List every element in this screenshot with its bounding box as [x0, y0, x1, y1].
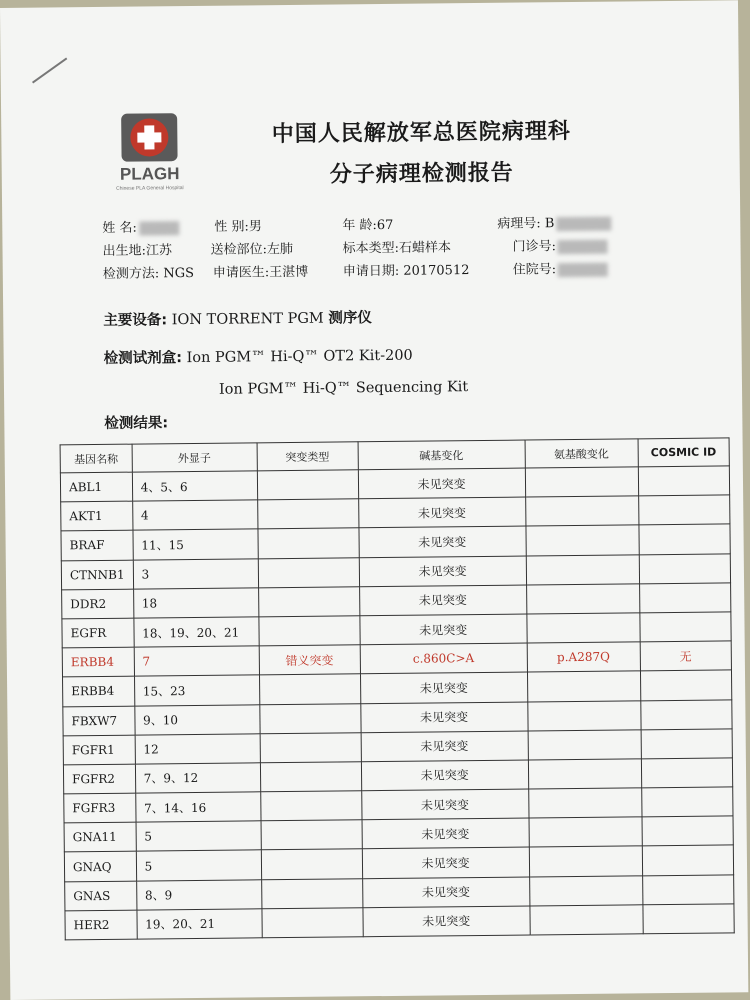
clinic-no-field: 门诊号: — [512, 235, 608, 255]
exon-cell: 4 — [132, 500, 257, 530]
type-cell — [257, 499, 358, 529]
header-cosmic: COSMIC ID — [638, 438, 730, 467]
gene-cell: DDR2 — [62, 589, 134, 619]
exon-cell: 18、19、20、21 — [134, 617, 259, 647]
type-cell — [261, 849, 362, 879]
type-cell — [259, 703, 360, 733]
aa-cell — [528, 788, 641, 818]
base-cell: 未见突变 — [362, 818, 529, 849]
exon-cell: 7、9、12 — [135, 763, 260, 793]
equipment-line: 主要设备: ION TORRENT PGM 测序仪 — [103, 310, 372, 329]
site-field: 送检部位:左肺 — [210, 241, 294, 258]
aa-cell — [527, 700, 640, 730]
cosmic-cell — [643, 904, 735, 934]
aa-cell: p.A287Q — [527, 642, 640, 672]
name-field: 姓 名: — [102, 216, 179, 236]
base-cell: 未见突变 — [359, 585, 526, 616]
gene-cell: ERBB4 — [62, 647, 134, 677]
gene-cell: FGFR2 — [63, 764, 135, 794]
exon-cell: 15、23 — [134, 675, 259, 705]
doctor-field: 申请医生:王湛博 — [212, 264, 309, 281]
gene-cell: HER2 — [65, 910, 137, 940]
header-base: 碱基变化 — [358, 440, 525, 470]
aa-cell — [525, 496, 638, 526]
type-cell — [261, 820, 362, 850]
hospital-logo — [99, 109, 200, 196]
cosmic-cell — [640, 699, 732, 729]
base-cell: 未见突变 — [361, 789, 528, 820]
results-label: 检测结果: — [104, 415, 169, 432]
type-cell — [259, 674, 360, 704]
inpatient-no-field: 住院号: — [513, 258, 609, 278]
cosmic-cell — [641, 787, 733, 817]
gene-cell: AKT1 — [61, 501, 133, 531]
base-cell: 未见突变 — [359, 526, 526, 557]
exon-cell: 7、14、16 — [135, 792, 260, 822]
type-cell — [258, 587, 359, 617]
base-cell: 未见突变 — [361, 760, 528, 791]
base-cell: 未见突变 — [358, 497, 525, 528]
reagent-line-2: Ion PGM™ Hi-Q™ Sequencing Kit — [218, 379, 469, 398]
base-cell: 未见突变 — [361, 731, 528, 762]
gene-cell: ABL1 — [60, 472, 132, 502]
aa-cell — [529, 875, 642, 905]
aa-cell — [530, 905, 643, 935]
cosmic-cell — [642, 816, 734, 846]
gene-cell: FGFR3 — [64, 793, 136, 823]
base-cell: c.860C>A — [360, 643, 527, 674]
gene-cell: FGFR1 — [63, 735, 135, 765]
redacted-name — [139, 221, 179, 235]
aa-cell — [525, 467, 638, 497]
base-cell: 未见突变 — [362, 877, 529, 908]
base-cell: 未见突变 — [363, 906, 530, 937]
cosmic-cell — [642, 874, 734, 904]
cosmic-cell — [638, 495, 730, 525]
base-cell: 未见突变 — [360, 702, 527, 733]
type-cell — [260, 791, 361, 821]
base-cell: 未见突变 — [362, 847, 529, 878]
header-aa: 氨基酸变化 — [525, 439, 638, 468]
age-field: 年 龄:67 — [342, 217, 394, 234]
gene-cell: CTNNB1 — [61, 560, 133, 590]
gene-cell: FBXW7 — [63, 706, 135, 736]
cosmic-cell — [640, 670, 732, 700]
exon-cell: 5 — [136, 821, 261, 851]
table-row — [65, 904, 734, 940]
type-cell — [258, 557, 359, 587]
aa-cell — [528, 759, 641, 789]
aa-cell — [528, 730, 641, 760]
type-cell — [259, 616, 360, 646]
cosmic-cell — [642, 845, 734, 875]
type-cell — [258, 528, 359, 558]
cosmic-cell: 无 — [640, 641, 732, 671]
svg-text:Chinese PLA General Hospital: Chinese PLA General Hospital — [116, 185, 184, 192]
exon-cell: 5 — [136, 850, 261, 880]
gene-cell: EGFR — [62, 618, 134, 648]
aa-cell — [527, 613, 640, 643]
gene-cell: BRAF — [61, 531, 133, 561]
header-exon: 外显子 — [132, 443, 257, 472]
cosmic-cell — [639, 583, 731, 613]
gene-cell: GNAQ — [64, 852, 136, 882]
birthplace-field: 出生地:江苏 — [102, 243, 173, 259]
aa-cell — [529, 817, 642, 847]
type-cell — [260, 762, 361, 792]
cosmic-cell — [640, 612, 732, 642]
cosmic-cell — [638, 466, 730, 496]
base-cell: 未见突变 — [360, 614, 527, 645]
method-field: 检测方法: NGS — [102, 265, 195, 282]
gene-cell: ERBB4 — [63, 676, 135, 706]
pen-mark — [32, 57, 67, 83]
base-cell: 未见突变 — [358, 468, 525, 499]
date-field: 申请日期: 20170512 — [342, 263, 470, 280]
header-gene: 基因名称 — [60, 444, 132, 473]
cosmic-cell — [641, 758, 733, 788]
aa-cell — [529, 846, 642, 876]
table-body — [60, 466, 734, 940]
gene-cell: GNAS — [65, 881, 137, 911]
results-table — [60, 437, 735, 940]
pathology-no-field: 病理号: B — [497, 212, 611, 232]
base-cell: 未见突变 — [360, 672, 527, 703]
title-line1: 中国人民解放军总医院病理科 — [271, 119, 571, 148]
exon-cell: 12 — [135, 734, 260, 764]
type-cell: 错义突变 — [259, 645, 360, 675]
type-cell — [260, 732, 361, 762]
report-title — [211, 113, 632, 189]
exon-cell: 18 — [133, 588, 258, 618]
title-line2: 分子病理检测报告 — [329, 160, 514, 188]
gender-field: 性 别:男 — [214, 219, 262, 235]
exon-cell: 11、15 — [133, 529, 258, 559]
exon-cell: 19、20、21 — [137, 909, 262, 939]
aa-cell — [526, 525, 639, 555]
exon-cell: 9、10 — [134, 704, 259, 734]
aa-cell — [527, 671, 640, 701]
exon-cell: 8、9 — [136, 879, 261, 909]
header-type: 突变类型 — [257, 442, 358, 471]
exon-cell: 4、5、6 — [132, 471, 257, 501]
base-cell: 未见突变 — [359, 556, 526, 587]
svg-text:PLAGH: PLAGH — [119, 164, 180, 184]
cosmic-cell — [639, 524, 731, 554]
aa-cell — [526, 554, 639, 584]
exon-cell: 7 — [134, 646, 259, 676]
exon-cell: 3 — [133, 558, 258, 588]
gene-cell: GNA11 — [64, 822, 136, 852]
reagent-line: 检测试剂盒: Ion PGM™ Hi-Q™ OT2 Kit-200 — [103, 347, 413, 367]
type-cell — [262, 908, 363, 938]
cosmic-cell — [639, 553, 731, 583]
cosmic-cell — [641, 729, 733, 759]
aa-cell — [526, 584, 639, 614]
type-cell — [257, 470, 358, 500]
type-cell — [261, 878, 362, 908]
sample-type-field: 标本类型:石蜡样本 — [342, 240, 452, 257]
